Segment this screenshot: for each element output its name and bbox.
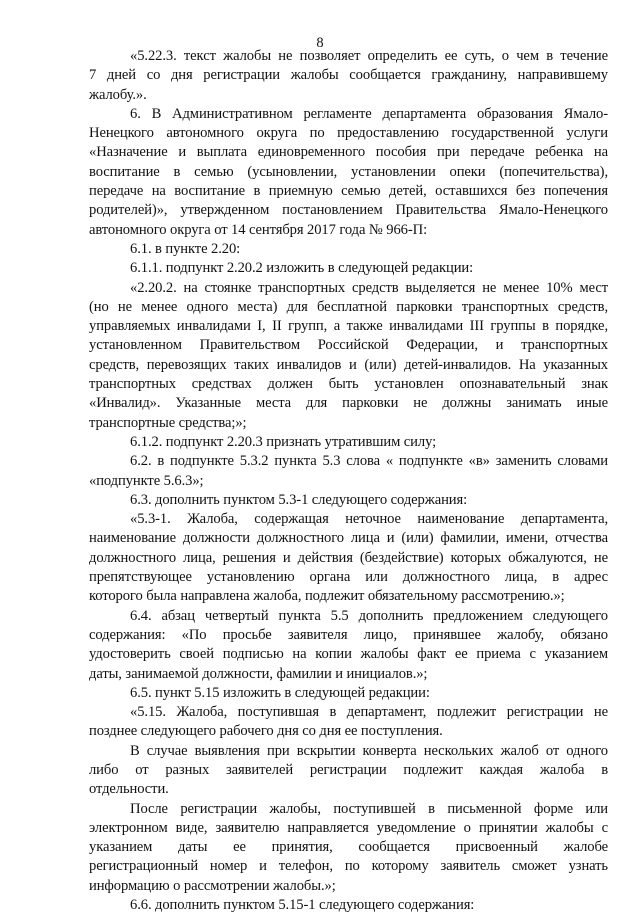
text-line: автономного округа от 14 сентября 2017 года № 966-П:: [89, 221, 428, 238]
text-line: установленном Правительством Российской Федерации, и транспортных: [89, 337, 608, 354]
paragraph: [89, 510, 608, 606]
text-line: «Назначение и выплата единовременного пособия при передаче ребенка на: [89, 144, 608, 161]
text-line: В случае выявления при вскрытии конверта нескольких жалоб от одного: [130, 742, 608, 759]
text-line: даты, занимаемой должности, фамилии и инициалов.»;: [89, 665, 428, 682]
paragraph: [89, 742, 608, 800]
text-line: «5.3-1. Жалоба, содержащая неточное наименование департамента,: [130, 511, 608, 528]
paragraph: [89, 491, 608, 510]
text-line: жалобу.».: [89, 86, 147, 103]
text-line: 6.4. абзац четвертый пункта 5.5 дополнить предложением следующего: [130, 607, 608, 624]
text-line: «5.15. Жалоба, поступившая в департамент, подлежит регистрации не: [130, 704, 608, 721]
text-line: должностного лица, решения и действия (бездействие) которых обжалуются, не: [89, 549, 608, 566]
text-line: 6.1.1. подпункт 2.20.2 изложить в следующей редакции:: [130, 260, 474, 277]
text-line: 6.3. дополнить пунктом 5.3-1 следующего содержания:: [130, 491, 468, 508]
text-line: 6.5. пункт 5.15 изложить в следующей редакции:: [130, 684, 430, 701]
text-line: 6.2. в подпункте 5.3.2 пункта 5.3 слова « подпункте «в» заменить словами: [130, 453, 608, 470]
text-line: «подпункте 5.6.3»;: [89, 472, 204, 489]
paragraph: [89, 279, 608, 433]
text-line: средств, перевозящих таких инвалидов и (или) детей-инвалидов. На указанных: [89, 356, 608, 373]
text-line: Ненецкого автономного округа по предоставлению государственной услуги: [89, 125, 608, 142]
text-line: 6.1. в пункте 2.20:: [130, 240, 241, 257]
paragraph: [89, 105, 608, 240]
paragraph: [89, 896, 608, 915]
paragraph: [89, 47, 608, 105]
text-line: 6.1.2. подпункт 2.20.3 признать утратившим силу;: [130, 433, 437, 450]
text-line: удостоверить своей подписью на копии жалобы факт ее приема с указанием: [89, 646, 608, 663]
text-line: либо от разных заявителей регистрации подлежит каждая жалоба в: [89, 761, 608, 778]
paragraph: [89, 259, 608, 278]
text-line: транспортных средствах должен быть установлен опознавательный знак: [89, 376, 608, 393]
paragraph: [89, 703, 608, 742]
text-line: отдельности.: [89, 781, 169, 798]
paragraph: [89, 684, 608, 703]
text-line: наименование должности должностного лица и (или) фамилии, имени, отчества: [89, 530, 608, 547]
paragraph: [89, 607, 608, 684]
text-line: воспитание в семью (усыновлении, установлении опеки (попечительства),: [89, 163, 608, 180]
text-line: 7 дней со дня регистрации жалобы сообщается гражданину, направившему: [89, 67, 608, 84]
page-number: 8: [316, 35, 324, 51]
text-line: позднее следующего рабочего дня со дня ее поступления.: [89, 723, 443, 740]
text-line: управляемых инвалидами I, II групп, а также инвалидами III группы в порядке,: [89, 318, 608, 335]
paragraph: [89, 433, 608, 452]
text-line: указанием даты ее принятия, сообщается присвоенный жалобе: [89, 839, 608, 856]
text-line: 6.6. дополнить пунктом 5.15-1 следующего содержания:: [130, 897, 475, 914]
text-line: электронном виде, заявителю направляется уведомление о принятии жалобы с: [89, 819, 608, 836]
text-line: родителей)», утвержденном постановлением Правительства Ямало-Ненецкого: [89, 202, 608, 219]
text-line: передаче на воспитание в приемную семью детей, оставшихся без попечения: [89, 183, 608, 200]
text-line: информацию о рассмотрении жалобы.»;: [89, 877, 336, 894]
paragraph: [89, 452, 608, 491]
paragraph: [89, 800, 608, 896]
text-line: препятствующее установлению органа или должностного лица, в адрес: [89, 569, 608, 586]
text-line: содержания: «По просьбе заявителя лицо, принявшее жалобу, обязано: [89, 626, 608, 643]
document-body: [89, 47, 608, 915]
text-line: регистрационный номер и телефон, по которому заявитель сможет узнать: [89, 858, 608, 875]
text-line: транспортные средства;»;: [89, 414, 247, 431]
text-line: «2.20.2. на стоянке транспортных средств выделяется не менее 10% мест: [130, 279, 608, 296]
text-line: 6. В Административном регламенте департамента образования Ямало-: [130, 105, 608, 122]
paragraph: [89, 240, 608, 259]
text-line: которого была направлена жалоба, подлежит обязательному рассмотрению.»;: [89, 588, 565, 605]
text-line: «5.22.3. текст жалобы не позволяет определить ее суть, о чем в течение: [130, 48, 608, 64]
text-line: «Инвалид». Указанные места для парковки не должны занимать иные: [89, 395, 608, 412]
text-line: После регистрации жалобы, поступившей в письменной форме или: [130, 800, 608, 817]
text-line: (но не менее одного места) для бесплатной парковки транспортных средств,: [89, 298, 608, 315]
